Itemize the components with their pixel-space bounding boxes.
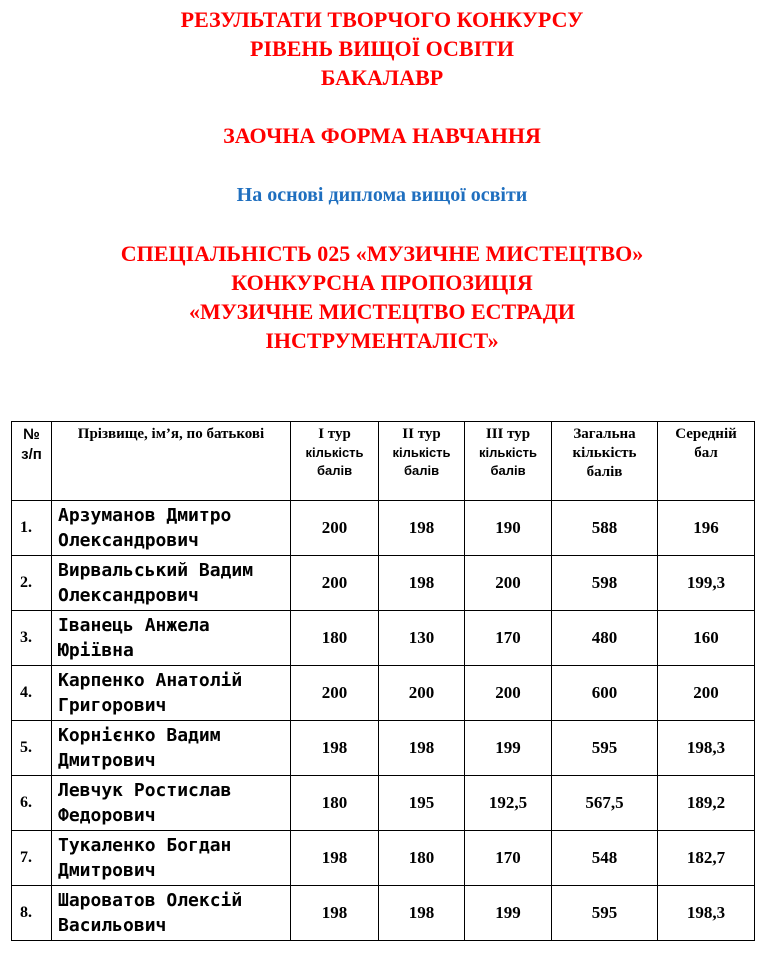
- tour2-score: 180: [379, 831, 465, 886]
- header-tour3-title: ІІІ тур: [485, 426, 531, 442]
- header-name: Прізвище, ім’я, по батькові: [52, 422, 291, 501]
- header-total: Загальна кількість балів: [552, 422, 658, 501]
- table-row: [12, 666, 755, 721]
- specialty-line: «МУЗИЧНЕ МИСТЕЦТВО ЕСТРАДИ: [189, 299, 575, 324]
- results-table: [11, 421, 755, 941]
- tour3-score: 170: [465, 611, 552, 666]
- tour3-score: 199: [465, 721, 552, 776]
- header-tour3-sub: балів: [490, 463, 526, 478]
- title-line: РІВЕНЬ ВИЩОЇ ОСВІТИ: [250, 36, 514, 61]
- specialty-line: СПЕЦІАЛЬНІСТЬ 025 «МУЗИЧНЕ МИСТЕЦТВО»: [120, 241, 644, 266]
- header-tour3: [465, 422, 552, 501]
- row-number: 3.: [12, 611, 52, 666]
- average-score: 182,7: [658, 831, 755, 886]
- tour2-score: 198: [379, 556, 465, 611]
- tour1-score: 198: [291, 886, 379, 941]
- student-name-line: Васильович: [58, 915, 167, 936]
- student-name-line: Шароватов Олексій: [58, 890, 243, 911]
- average-score: 200: [658, 666, 755, 721]
- student-name-line: Григорович: [58, 695, 167, 716]
- header-tour2-sub: кількість: [392, 445, 451, 460]
- tour2-score: 198: [379, 501, 465, 556]
- table-row: [12, 501, 755, 556]
- student-name-line: Вирвальський Вадим: [58, 560, 254, 581]
- row-number: 4.: [12, 666, 52, 721]
- tour2-score: 195: [379, 776, 465, 831]
- document-title: [0, 5, 764, 92]
- tour1-score: 200: [291, 556, 379, 611]
- student-name: [52, 501, 291, 556]
- student-name-line: Іванець Анжела: [58, 615, 210, 636]
- tour1-score: 198: [291, 831, 379, 886]
- student-name-line: Юріївна: [58, 640, 134, 661]
- total-score: 598: [552, 556, 658, 611]
- specialty-heading: [0, 239, 764, 355]
- student-name-line: Дмитрович: [58, 750, 156, 771]
- tour3-score: 199: [465, 886, 552, 941]
- study-form-heading: ЗАОЧНА ФОРМА НАВЧАННЯ: [223, 123, 541, 148]
- tour3-score: 192,5: [465, 776, 552, 831]
- header-tour2-title: ІІ тур: [402, 426, 441, 442]
- student-name-line: Федорович: [58, 805, 156, 826]
- student-name: [52, 556, 291, 611]
- tour2-score: 130: [379, 611, 465, 666]
- row-number: 1.: [12, 501, 52, 556]
- table-row: [12, 611, 755, 666]
- student-name-line: Левчук Ростислав: [58, 780, 232, 801]
- total-score: 588: [552, 501, 658, 556]
- average-score: 189,2: [658, 776, 755, 831]
- row-number: 8.: [12, 886, 52, 941]
- header-tour2: [379, 422, 465, 501]
- tour3-score: 200: [465, 666, 552, 721]
- tour2-score: 198: [379, 721, 465, 776]
- student-name-line: Дмитрович: [58, 860, 156, 881]
- student-name-line: Тукаленко Богдан: [58, 835, 232, 856]
- row-number: 6.: [12, 776, 52, 831]
- student-name: [52, 831, 291, 886]
- header-num-line: з/п: [21, 446, 42, 463]
- specialty-line: ІНСТРУМЕНТАЛІСТ»: [265, 328, 499, 353]
- table-row: [12, 556, 755, 611]
- basis-heading: На основі диплома вищої освіти: [236, 184, 528, 206]
- tour3-score: 170: [465, 831, 552, 886]
- row-number: 5.: [12, 721, 52, 776]
- title-line: РЕЗУЛЬТАТИ ТВОРЧОГО КОНКУРСУ: [180, 7, 584, 32]
- total-score: 480: [552, 611, 658, 666]
- tour3-score: 200: [465, 556, 552, 611]
- student-name-line: Олександрович: [58, 530, 199, 551]
- total-score: 595: [552, 721, 658, 776]
- header-tour3-sub: кількість: [478, 445, 538, 460]
- row-number: 2.: [12, 556, 52, 611]
- student-name-line: Арзуманов Дмитро: [58, 505, 232, 526]
- student-name: [52, 886, 291, 941]
- header-tour2-sub: балів: [403, 463, 440, 478]
- student-name: [52, 721, 291, 776]
- total-score: 567,5: [552, 776, 658, 831]
- average-score: 196: [658, 501, 755, 556]
- student-name: [52, 776, 291, 831]
- table-row: [12, 831, 755, 886]
- total-score: 548: [552, 831, 658, 886]
- tour2-score: 198: [379, 886, 465, 941]
- student-name-line: Карпенко Анатолій: [58, 670, 243, 691]
- header-avg: Середній бал: [658, 422, 755, 501]
- title-line: БАКАЛАВР: [320, 65, 444, 90]
- tour1-score: 180: [291, 611, 379, 666]
- header-tour1: [291, 422, 379, 501]
- total-score: 600: [552, 666, 658, 721]
- table-row: [12, 721, 755, 776]
- tour1-score: 200: [291, 666, 379, 721]
- tour2-score: 200: [379, 666, 465, 721]
- row-number: 7.: [12, 831, 52, 886]
- student-name: [52, 611, 291, 666]
- total-score: 595: [552, 886, 658, 941]
- average-score: 198,3: [658, 886, 755, 941]
- tour1-score: 200: [291, 501, 379, 556]
- table-header-row: [12, 422, 755, 501]
- table-row: [12, 776, 755, 831]
- table-row: [12, 886, 755, 941]
- average-score: 199,3: [658, 556, 755, 611]
- average-score: 160: [658, 611, 755, 666]
- average-score: 198,3: [658, 721, 755, 776]
- student-name-line: Олександрович: [58, 585, 199, 606]
- header-tour1-sub: балів: [316, 463, 353, 478]
- header-tour1-sub: кількість: [305, 445, 364, 460]
- header-tour1-title: І тур: [318, 426, 351, 442]
- student-name: [52, 666, 291, 721]
- tour3-score: 190: [465, 501, 552, 556]
- tour1-score: 198: [291, 721, 379, 776]
- tour1-score: 180: [291, 776, 379, 831]
- student-name-line: Корнієнко Вадим: [58, 725, 221, 746]
- specialty-line: КОНКУРСНА ПРОПОЗИЦІЯ: [231, 270, 533, 295]
- header-num: [12, 422, 52, 501]
- header-num-line: №: [23, 426, 40, 443]
